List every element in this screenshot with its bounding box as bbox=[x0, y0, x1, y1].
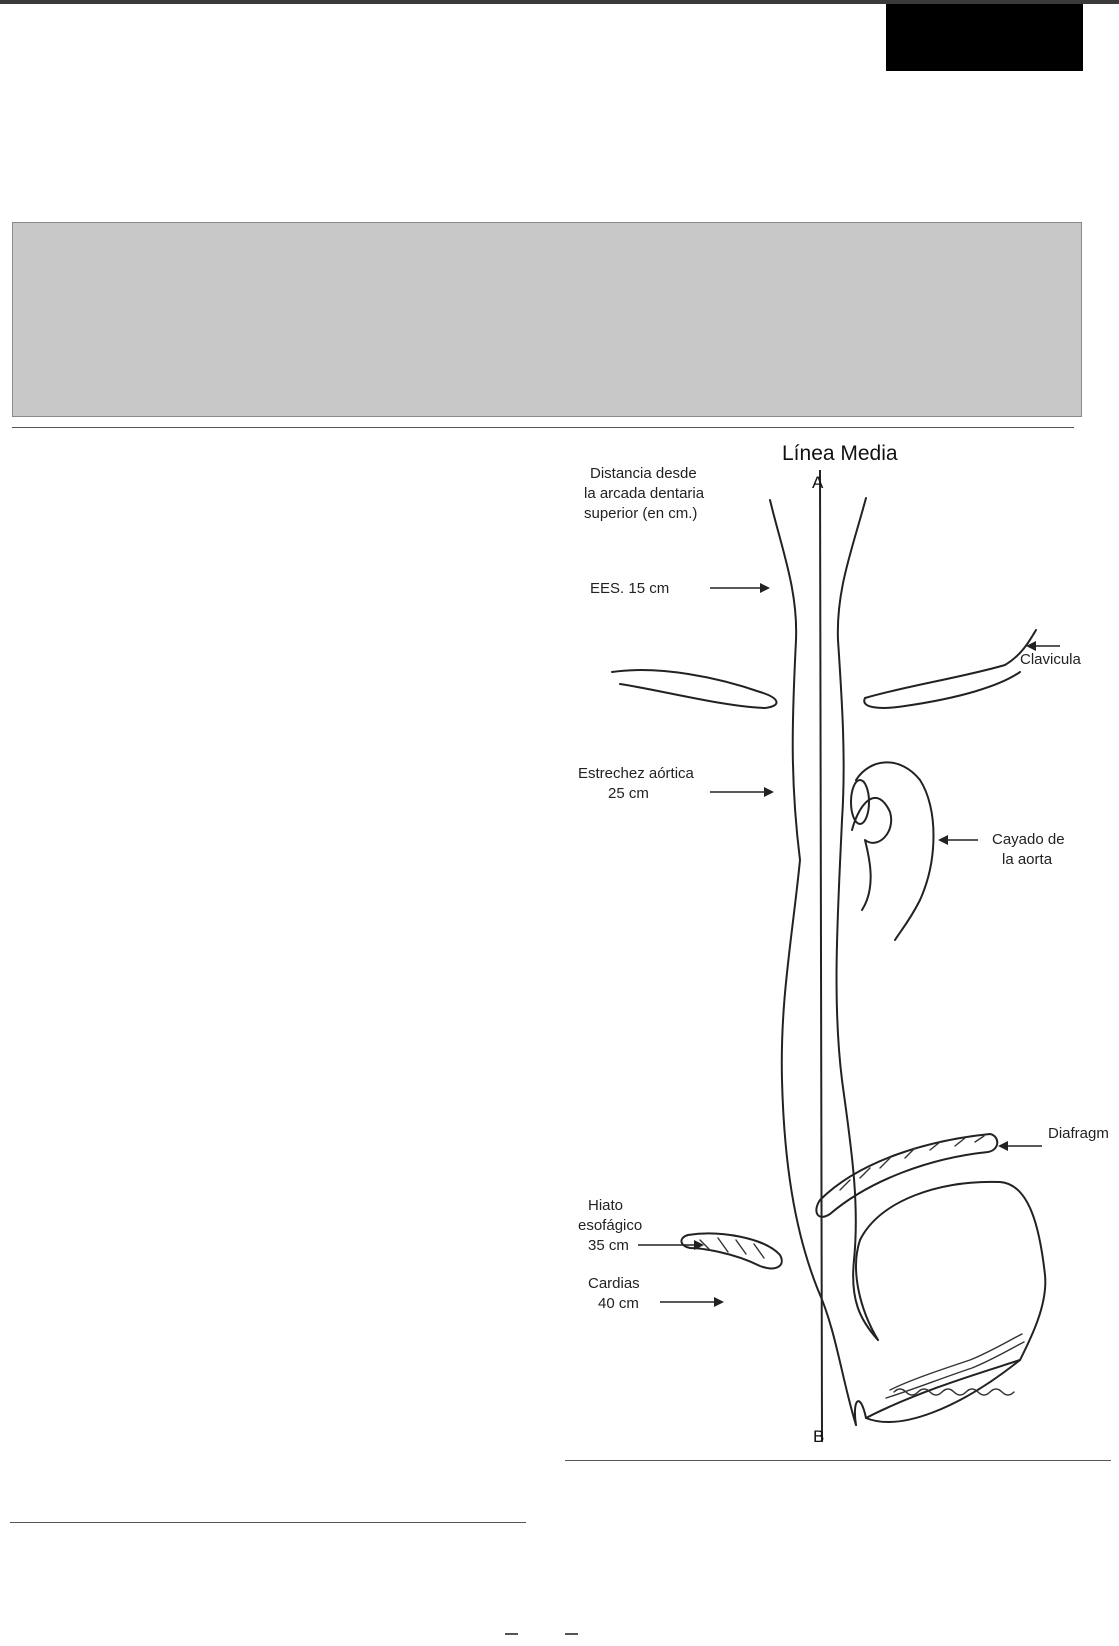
esophagus-left-wall bbox=[770, 500, 856, 1425]
cardia-arrowhead bbox=[714, 1297, 724, 1307]
distance-caption-line-2: la arcada dentaria bbox=[584, 485, 705, 502]
distance-caption-line-1: Distancia desde bbox=[590, 465, 697, 482]
aortic-arch-label-1: Cayado de bbox=[992, 831, 1065, 848]
midline-title: Línea Media bbox=[782, 442, 898, 465]
header-black-block bbox=[886, 4, 1083, 71]
diaphragm-right bbox=[816, 1134, 997, 1217]
aortic-narrowing-arrowhead bbox=[764, 787, 774, 797]
esophagus-right-wall bbox=[837, 498, 878, 1340]
aortic-narrowing-label-1: Estrechez aórtica bbox=[578, 765, 694, 782]
footer-mark-right bbox=[565, 1633, 578, 1635]
grey-header-panel bbox=[12, 222, 1082, 417]
diaphragm-arrowhead bbox=[998, 1141, 1008, 1151]
aortic-narrowing-label-2: 25 cm bbox=[608, 785, 649, 802]
aortic-arch-label-2: la aorta bbox=[1002, 851, 1053, 868]
hiatus-label-2: esofágico bbox=[578, 1217, 643, 1234]
footer-mark-left bbox=[505, 1633, 518, 1635]
distance-caption-line-3: superior (en cm.) bbox=[584, 505, 698, 522]
ees-arrowhead bbox=[760, 583, 770, 593]
divider-rule bbox=[12, 427, 1074, 428]
left-clavicle bbox=[612, 670, 776, 708]
point-a-label: A bbox=[812, 473, 824, 492]
hiatus-label-1: Hiato bbox=[588, 1197, 624, 1214]
aortic-arch-inner bbox=[852, 798, 891, 910]
esophagus-anatomy-figure bbox=[560, 440, 1119, 1460]
stomach bbox=[855, 1182, 1045, 1425]
diaphragm-left bbox=[681, 1234, 781, 1269]
cardia-label-1: Cardias bbox=[588, 1275, 640, 1292]
ees-label: EES. 15 cm bbox=[590, 580, 670, 597]
left-column-footnote-rule bbox=[10, 1522, 526, 1523]
point-b-label: B bbox=[813, 1427, 825, 1446]
figure-bottom-rule bbox=[565, 1460, 1111, 1461]
page-footer-marks bbox=[505, 1633, 585, 1637]
clavicle-label: Clavicula bbox=[1020, 651, 1081, 668]
hiatus-label-3: 35 cm bbox=[588, 1237, 629, 1254]
right-clavicle bbox=[864, 630, 1036, 708]
diaphragm-label: Diafragm bbox=[1048, 1125, 1109, 1142]
cardia-label-2: 40 cm bbox=[598, 1295, 639, 1312]
aortic-arch-arrowhead bbox=[938, 835, 948, 845]
